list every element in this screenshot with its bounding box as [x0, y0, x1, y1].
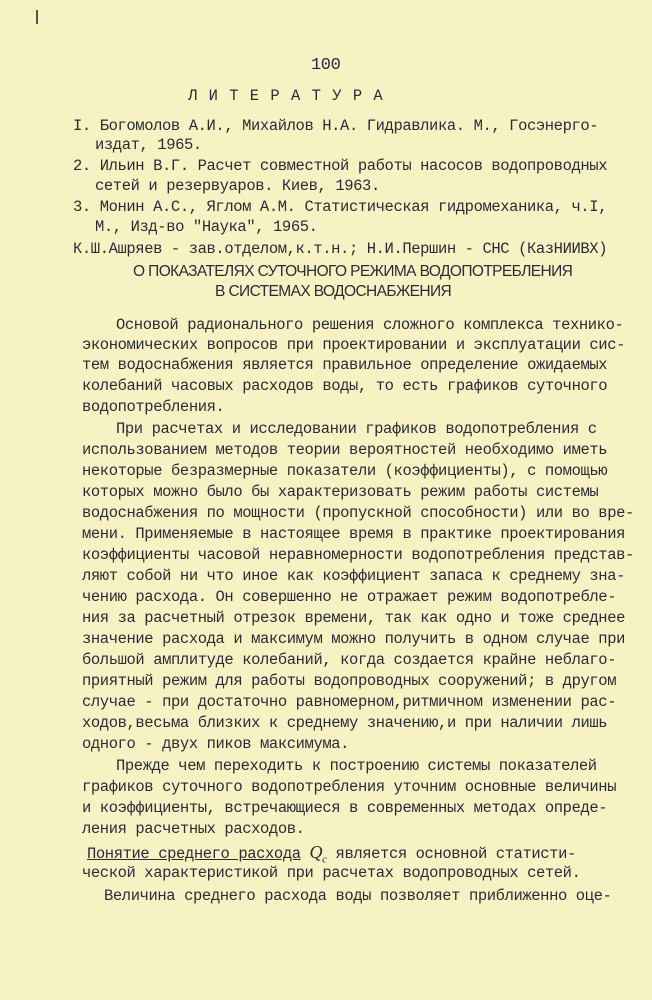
- concept-line-2: ческой характеристикой при расчетах водопроводных сетей.: [82, 864, 581, 882]
- body-line: ходов,весьма близких к среднему значению,и при наличии лишь: [82, 714, 608, 732]
- body-line: ления расчетных расходов.: [82, 820, 305, 838]
- concept-term: Понятие среднего расхода: [87, 845, 301, 863]
- body-line: водопотребления.: [82, 398, 225, 416]
- body-line: некоторые безразмерные показатели (коэффициенты), с помощью: [82, 462, 608, 480]
- reference-1-cont: издат, 1965.: [95, 136, 202, 154]
- body-line: одного - двух пиков максимума.: [82, 735, 350, 753]
- body-line: значение расхода и максимум можно получить в одном случае при: [82, 630, 625, 648]
- body-line: приятный режим для работы водопроводных сооружений; в другом: [82, 672, 617, 690]
- qc-symbol-subscript: c: [322, 853, 327, 866]
- page-number: 100: [311, 56, 341, 75]
- article-title-line-1: О ПОКАЗАТЕЛЯХ СУТОЧНОГО РЕЖИМА ВОДОПОТРЕБЛЕНИЯ: [133, 263, 573, 280]
- reference-3-cont: М., Изд-во "Наука", 1965.: [95, 218, 318, 236]
- body-line: Прежде чем переходить к построению системы показателей: [116, 757, 597, 775]
- reference-2-cont: сетей и резервуаров. Киев, 1963.: [95, 177, 380, 195]
- reference-2: 2. Ильин В.Г. Расчет совместной работы насосов водопроводных: [73, 157, 608, 175]
- body-line: При расчетах и исследовании графиков водопотребления с: [116, 420, 597, 438]
- body-line: большой амплитуде колебаний, когда создается крайне неблаго-: [82, 651, 617, 669]
- body-line: Основой радионального решения сложного комплекса технико-: [116, 316, 624, 334]
- qc-symbol: [309, 842, 327, 866]
- body-line: водоснабжения по мощности (пропускной способности) или во вре-: [82, 504, 634, 522]
- body-line: тем водоснабжения является правильное определение ожидаемых: [82, 356, 608, 374]
- body-line: графиков суточного водопотребления уточним основные величины: [82, 778, 617, 796]
- concept-rest: является основной статисти-: [326, 845, 576, 863]
- reference-3: 3. Монин А.С., Яглом А.М. Статистическая гидромеханика, ч.I,: [73, 198, 608, 216]
- body-line: коэффициенты часовой неравномерности водопотребления представ-: [82, 546, 634, 564]
- body-line: ляют собой ни что иное как коэффициент запаса к среднему зна-: [82, 567, 625, 585]
- margin-mark: [36, 10, 38, 24]
- body-line: случае - при достаточно равномерном,ритмичном изменении рас-: [82, 693, 617, 711]
- authors-line: К.Ш.Ашряев - зав.отделом,к.т.н.; Н.И.Першин - СНС (КазНИИВХ): [73, 240, 608, 258]
- last-line: Величина среднего расхода воды позволяет приближенно оце-: [104, 887, 612, 905]
- body-line: использованием методов теории вероятностей необходимо иметь: [82, 441, 608, 459]
- body-line: которых можно было бы характеризовать режим работы системы: [82, 483, 599, 501]
- article-title-line-2: В СИСТЕМАХ ВОДОСНАБЖЕНИЯ: [215, 283, 452, 300]
- literature-heading: Л И Т Е Р А Т У Р А: [188, 87, 384, 105]
- body-line: колебаний часовых расходов воды, то есть графиков суточного: [82, 377, 608, 395]
- body-line: экономических вопросов при проектировании и эксплуатации сис-: [82, 336, 625, 354]
- body-line: ния за расчетный отрезок времени, так как одно и тоже среднее: [82, 609, 625, 627]
- body-line: мени. Применяемые в настоящее время в практике проектирования: [82, 525, 625, 543]
- body-line: чению расхода. Он совершенно не отражает режим водопотребле-: [82, 588, 617, 606]
- reference-1: I. Богомолов А.И., Михайлов Н.А. Гидравлика. М., Госэнерго-: [73, 117, 599, 135]
- body-line: и коэффициенты, встречающиеся в современных методах опреде-: [82, 799, 608, 817]
- qc-symbol-letter: Q: [309, 842, 323, 862]
